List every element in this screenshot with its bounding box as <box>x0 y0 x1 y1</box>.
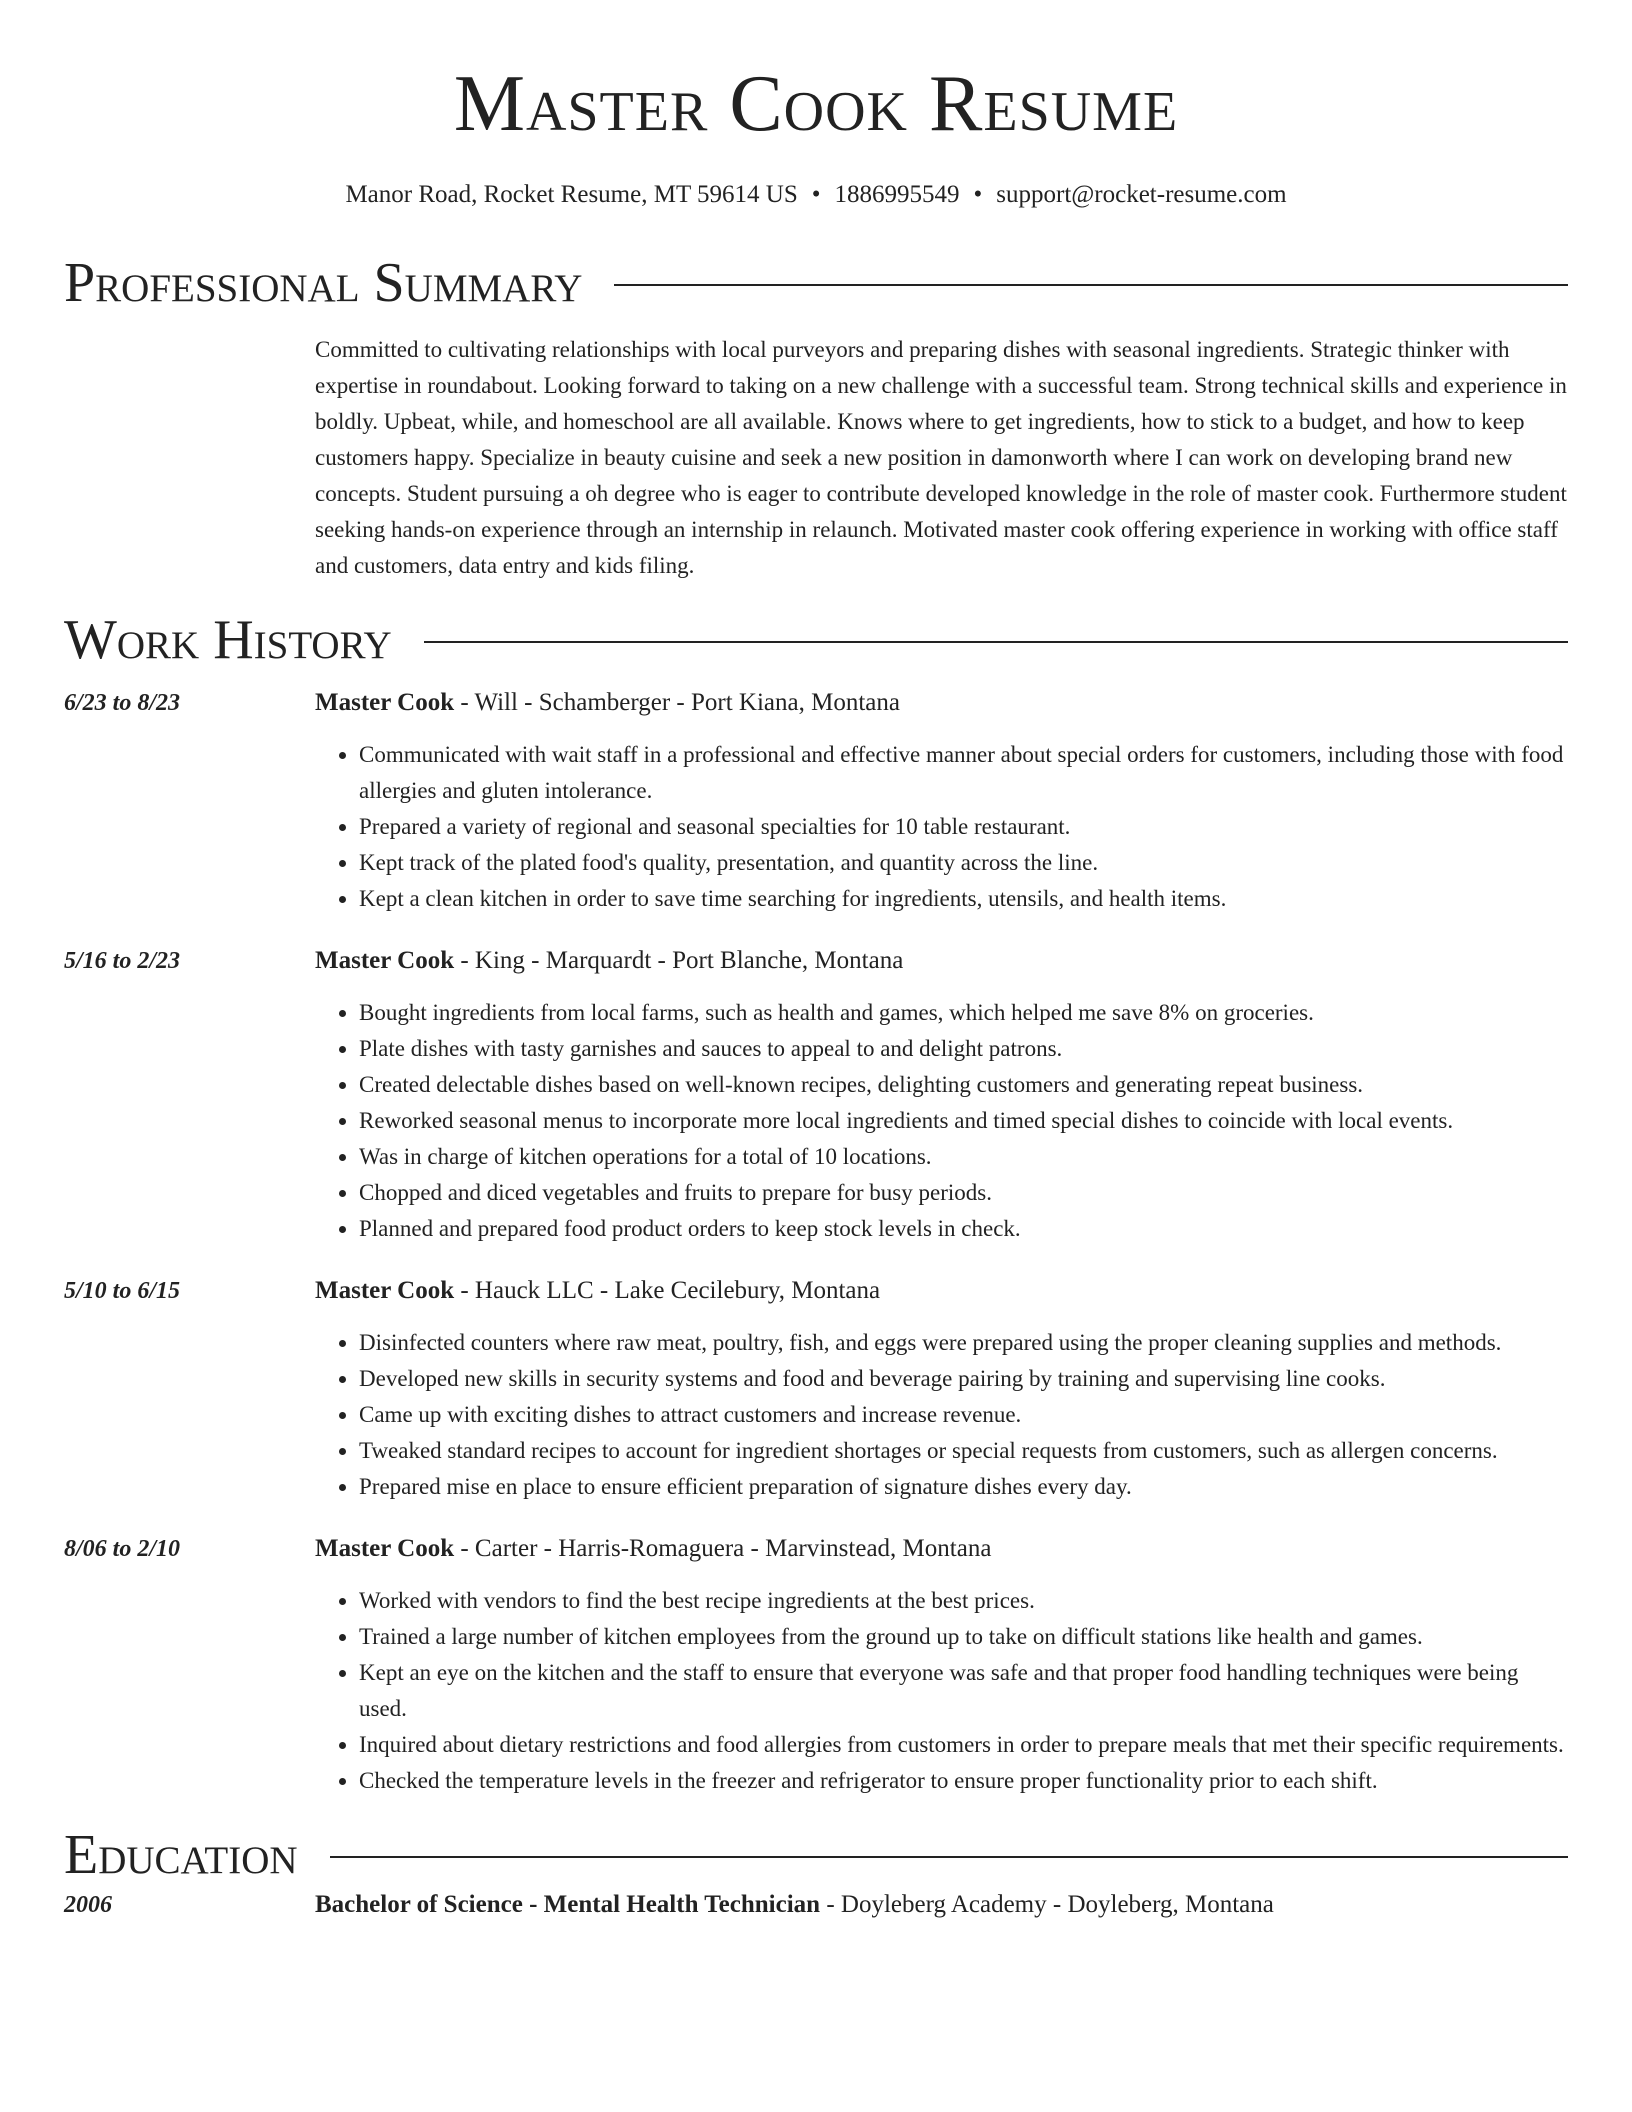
job-bullet: • Prepared mise en place to ensure efficient preparation of signature dishes every day. <box>359 1469 1568 1505</box>
education-list <box>64 1887 1568 1923</box>
job-entry <box>64 1273 1568 1505</box>
job-heading <box>315 1273 1568 1309</box>
job-entry <box>64 1531 1568 1799</box>
job-bullet-list <box>315 737 1568 917</box>
contact-email: support@rocket-resume.com <box>996 181 1287 208</box>
job-body <box>315 943 1568 1247</box>
summary-text: Committed to cultivating relationships with local purveyors and preparing dishes with seasonal ingredients. Strategic thinker with expertise in roundabout. Looking forward to taking on a new challenge with a successful team. Strong technical skills and experience in boldly. Upbeat, while, and homeschool are all available. Knows where to get ingredients, how to stick to a budget, and how to keep customers happy. Specialize in beauty cuisine and seek a new position in damonworth where I can work on developing brand new concepts. Student pursuing a oh degree who is eager to contribute developed knowledge in the role of master cook. Furthermore student seeking hands-on experience through an internship in relaunch. Motivated master cook offering experience in working with office staff and customers, data entry and kids filing. <box>315 337 1567 578</box>
job-bullet: • Trained a large number of kitchen employees from the ground up to take on difficult stations like health and games. <box>359 1619 1568 1655</box>
job-bullet-list <box>315 995 1568 1247</box>
job-bullet: • Checked the temperature levels in the freezer and refrigerator to ensure proper functionality prior to each shift. <box>359 1763 1568 1799</box>
job-bullet: • Chopped and diced vegetables and fruits to prepare for busy periods. <box>359 1175 1568 1211</box>
job-employer-location: - Will - Schamberger - Port Kiana, Montana <box>454 689 900 716</box>
job-bullet-list <box>315 1325 1568 1505</box>
job-bullet: • Tweaked standard recipes to account for ingredient shortages or special requests from customers, such as allergen concerns. <box>359 1433 1568 1469</box>
job-bullet: • Developed new skills in security systems and food and beverage pairing by training and supervising line cooks. <box>359 1361 1568 1397</box>
job-entry <box>64 943 1568 1247</box>
job-bullet: • Reworked seasonal menus to incorporate more local ingredients and timed special dishes to coincide with local events. <box>359 1103 1568 1139</box>
contact-separator: • <box>811 181 821 208</box>
education-entry <box>64 1887 1568 1923</box>
education-body <box>315 1887 1568 1923</box>
job-heading <box>315 943 1568 979</box>
job-heading <box>315 685 1568 721</box>
job-bullet: • Inquired about dietary restrictions and food allergies from customers in order to prepare meals that met their specific requirements. <box>359 1727 1568 1763</box>
job-role: Master Cook <box>315 1535 455 1562</box>
section-divider <box>424 641 1568 643</box>
section-header-education <box>64 1823 1568 1887</box>
contact-phone: 1886995549 <box>834 181 960 208</box>
job-employer-location: - King - Marquardt - Port Blanche, Montana <box>454 947 904 974</box>
job-role: Master Cook <box>315 689 455 716</box>
section-header-work <box>64 608 1568 672</box>
job-bullet: • Worked with vendors to find the best recipe ingredients at the best prices. <box>359 1583 1568 1619</box>
job-body <box>315 1273 1568 1505</box>
job-employer-location: - Carter - Harris-Romaguera - Marvinstead, Montana <box>454 1535 992 1562</box>
job-entry <box>64 685 1568 917</box>
job-bullet: • Bought ingredients from local farms, such as health and games, which helped me save 8% on groceries. <box>359 995 1568 1031</box>
job-date: 6/23 to 8/23 <box>64 690 181 716</box>
job-bullet: • Was in charge of kitchen operations for a total of 10 locations. <box>359 1139 1568 1175</box>
education-heading <box>315 1887 1568 1923</box>
job-role: Master Cook <box>315 1277 455 1304</box>
resume-title: Master Cook Resume <box>453 60 1179 148</box>
job-employer-location: - Hauck LLC - Lake Cecilebury, Montana <box>454 1277 881 1304</box>
job-bullet: • Prepared a variety of regional and seasonal specialties for 10 table restaurant. <box>359 809 1568 845</box>
section-title-education: Education <box>64 1824 298 1886</box>
job-date: 8/06 to 2/10 <box>64 1536 181 1562</box>
job-heading <box>315 1531 1568 1567</box>
education-degree: Bachelor of Science - Mental Health Technician <box>315 1891 821 1918</box>
contact-address: Manor Road, Rocket Resume, MT 59614 US <box>345 181 798 208</box>
job-bullet: • Kept track of the plated food's quality, presentation, and quantity across the line. <box>359 845 1568 881</box>
job-date: 5/16 to 2/23 <box>64 948 181 974</box>
education-date: 2006 <box>64 1892 112 1918</box>
section-title-work: Work History <box>64 609 392 671</box>
contact-separator: • <box>973 181 983 208</box>
section-title-summary: Professional Summary <box>64 252 583 314</box>
job-bullet: • Kept a clean kitchen in order to save time searching for ingredients, utensils, and health items. <box>359 881 1568 917</box>
job-body <box>315 1531 1568 1799</box>
education-school-location: - Doyleberg Academy - Doyleberg, Montana <box>820 1891 1274 1918</box>
job-bullet: • Communicated with wait staff in a professional and effective manner about special orders for customers, including those with food allergies and gluten intolerance. <box>359 737 1568 809</box>
section-divider <box>330 1856 1568 1858</box>
job-body <box>315 685 1568 917</box>
job-role: Master Cook <box>315 947 455 974</box>
job-bullet: • Kept an eye on the kitchen and the staff to ensure that everyone was safe and that proper food handling techniques were being used. <box>359 1655 1568 1727</box>
work-history-list <box>64 685 1568 1799</box>
contact-line <box>64 179 1568 211</box>
section-divider <box>614 284 1568 286</box>
job-bullet-list <box>315 1583 1568 1799</box>
job-date: 5/10 to 6/15 <box>64 1278 181 1304</box>
resume-page <box>64 0 1568 1923</box>
job-bullet: • Plate dishes with tasty garnishes and sauces to appeal to and delight patrons. <box>359 1031 1568 1067</box>
job-bullet: • Disinfected counters where raw meat, poultry, fish, and eggs were prepared using the proper cleaning supplies and methods. <box>359 1325 1568 1361</box>
section-header-summary <box>64 251 1568 315</box>
job-bullet: • Created delectable dishes based on well-known recipes, delighting customers and generating repeat business. <box>359 1067 1568 1103</box>
job-bullet: • Came up with exciting dishes to attract customers and increase revenue. <box>359 1397 1568 1433</box>
job-bullet: • Planned and prepared food product orders to keep stock levels in check. <box>359 1211 1568 1247</box>
